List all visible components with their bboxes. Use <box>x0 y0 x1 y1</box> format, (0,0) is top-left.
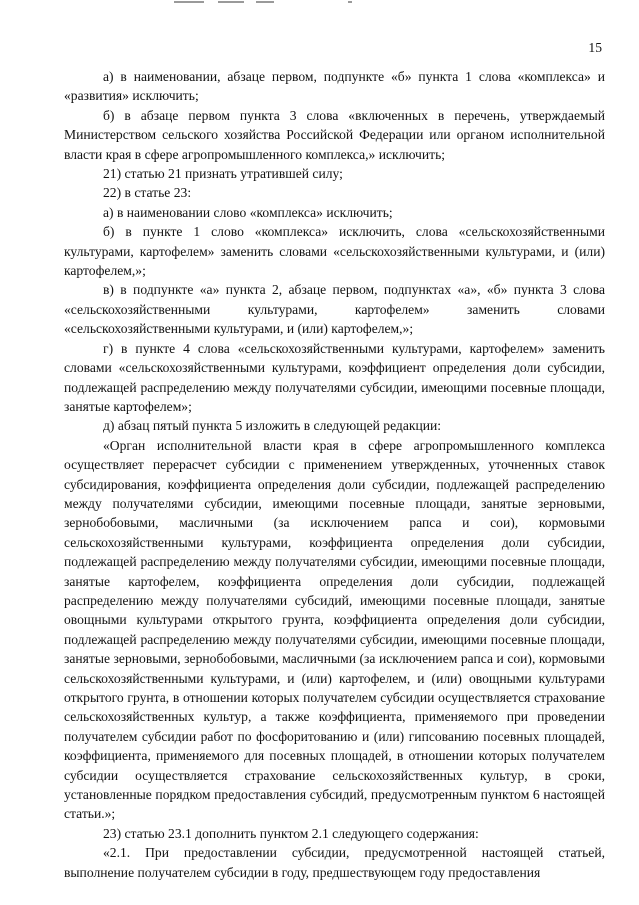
paragraph: 23) статью 23.1 дополнить пунктом 2.1 следующего содержания: <box>103 825 479 841</box>
document-body <box>64 67 605 882</box>
paragraph: 22) в статье 23: <box>103 185 192 201</box>
paragraph: г) в пункте 4 слова «сельскохозяйственными культурами, картофелем» заменить словами «сельскохозяйственными культурами, коэффициент определения доли субсидии, подлежащей распределению между получателями субсидии, имеющими посевные площади, занятые картофелем»; <box>64 340 605 414</box>
paragraph: д) абзац пятый пункта 5 изложить в следующей редакции: <box>103 418 442 434</box>
paragraph: «2.1. При предоставлении субсидии, предусмотренной настоящей статьей, выполнение получателем субсидии в году, предшествующем году предоставления <box>64 845 605 880</box>
page-number: 15 <box>588 40 602 55</box>
paragraph: «Орган исполнительной власти края в сфере агропромышленного комплекса осуществляет перерасчет субсидии с применением утвержденных, уточненных ставок субсидирования, коэффициента определения доли субсидии, подлежащей распределению между получателями субсидии, имеющими посевные площади, занятые зерновыми, зернобобовыми, масличными (за исключением рапса и сои), кормовыми сельскохозяйственными культурами, коэффициента определения доли субсидии, подлежащей распределению между получателями субсидии, имеющими посевные площади, занятые картофелем, коэффициента определения доли субсидии, подлежащей распределению между получателями субсидий, имеющими посевные площади, занятые овощными культурами открытого грунта, коэффициента определения доли субсидии, подлежащей распределению между получателями субсидии, имеющими посевные площади, занятые зерновыми, зернобобовыми, масличными (за исключением рапса и сои), кормовыми сельскохозяйственными культурами, и (или) картофелем, и (или) овощными культурами открытого грунта, в отношении которых получателем субсидии осуществляется страхование сельскохозяйственных культур, а также коэффициента, применяемого при проведении получателем субсидии работ по фосфоритованию и (или) гипсованию посевных площадей, коэффициента, применяемого для посевных площадей, в отношении которых получателем субсидии осуществляется страхование сельскохозяйственных культур, в сроки, установленные порядком предоставления субсидий, предусмотренным пунктом 6 настоящей статьи.»; <box>64 437 605 822</box>
paragraph: в) в подпункте «а» пункта 2, абзаце первом, подпунктах «а», «б» пункта 3 слова «сельскохозяйственными культурами, картофелем» заменить словами «сельскохозяйственными культурами, и (или) картофелем,»; <box>64 282 605 337</box>
paragraph: б) в абзаце первом пункта 3 слова «включенных в перечень, утверждаемый Министерством сельского хозяйства Российской Федерации или органом исполнительной власти края в сфере агропромышленного комплекса,» исключить; <box>64 107 605 162</box>
paragraph: а) в наименовании, абзаце первом, подпункте «б» пункта 1 слова «комплекса» и «развития» исключить; <box>64 69 605 104</box>
paragraph: а) в наименовании слово «комплекса» исключить; <box>103 204 393 220</box>
scan-top-marks <box>170 0 370 6</box>
paragraph: 21) статью 21 признать утратившей силу; <box>103 166 343 182</box>
paragraph: б) в пункте 1 слово «комплекса» исключить, слова «сельскохозяйственными культурами, картофелем» заменить словами «сельскохозяйственными культурами, и (или) картофелем,»; <box>64 224 605 279</box>
